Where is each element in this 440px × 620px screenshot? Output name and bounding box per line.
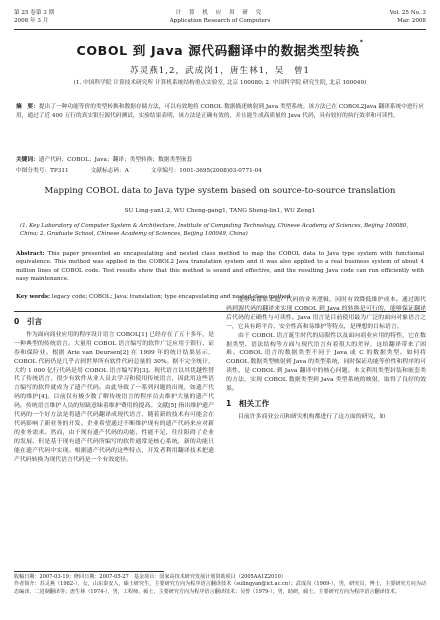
paper-title-cn xyxy=(0,40,440,59)
related-work-paragraph: 目前许多商业公司和研究机构都进行了这方面的研究，如 xyxy=(238,413,386,420)
keywords-label-en: Key words: xyxy=(16,294,51,300)
section-heading-intro: 0 引言 xyxy=(14,317,43,326)
keywords-text-en: legacy code; COBOL; Java; translation; type encapsulating and nested class method xyxy=(51,294,291,300)
keywords-text-cn: 遗产代码；COBOL；Java；翻译；类型转换；数据类型嵌套 xyxy=(38,157,193,163)
body-paragraph-1: 能够保留原来遗产代码的业务逻辑，同时有效降低维护成本。通过源代码到源代码的翻译来实现 COBOL 到 Java 的转换是可行的，能够保证翻译后代码的正确性与可读性。Java 语言是目前使用最为广泛的面向对象语言之一，它具有跨平台、安全性高和易维护等特点，是理想的目标语言。 xyxy=(226,297,426,330)
journal-name xyxy=(0,10,440,25)
issue-date-cn: 2008 年 3 月 xyxy=(14,17,49,24)
title-text: COBOL 到 Java 源代码翻译中的数据类型转换 xyxy=(76,43,360,58)
affiliations-en: (1. Key Laboratory of Computer System & Architecture, Institute of Computing Technology, Chinese Academy of Sciences, Beijing 100080, China; 2. Graduate School, Chinese Academy of Sciences, Beijing 100049, China) xyxy=(20,223,409,238)
authors-en: SU Ling-yan1,2, WU Cheng-gang1, TANG Sheng-lin1, WU Zeng1 xyxy=(124,208,316,214)
clc-number: 中图分类号：TP311 xyxy=(16,168,69,174)
intro-paragraph: 作为面向商业应用的程序设计语言 COBOL[1] 已经存在了五十多年，是一种典型的传统语言。大量用 COBOL 语言编写的软件广泛应用于银行、证券和保险业。根据 Arie van Deursen[2] 在 1999 年的统计结果显示，COBOL 代码仍是几乎占到世界所有软件代码总量的 30%。据不完全统计，大约 1 000 亿行代码是用 COBOL 语言编写的[3]。现代语言以其优越性替代了传统语言，很少有软件从业人员去学习和使用传统语言，因此用这些语言编写的软件就成为了遗产代码。由此导致了一系列问题的出现，如遗产代码的维护[4]。目前仅有极少数了解传统语言的程序员去维护大量的遗产代码，传统语言维护人员的短缺意味着维护费用的提高。文献[5] 指出维护遗产代码的一个好方法是将遗产代码翻译成现代语言，随着新的技术有可能会在代码影响了新业务的开发。企业希望通过不断维护现有的遗产代码来应对新的业务需求。然而，由于现有遗产代码的功能、性能不足，往往阻碍了企业的发展。但是基于现有遗产代码所编写的软件通常是核心系统，新的功能只能在遗产代码中实现。根据遗产代码的这些特点，开发者利用翻译技术把遗产代码转换为现代语言代码是一个有效途径。 xyxy=(14,331,214,463)
volume-issue: 第 25 卷第 3 期 xyxy=(14,10,55,16)
affiliations-cn: (1. 中国科学院 计算技术研究所 计算机系统结构重点实验室, 北京 100080; 2. 中国科学院 研究生院, 北京 100049) xyxy=(73,80,367,86)
abstract-text-en: This paper presented an encapsulating and nested class method to map the COBOL data to Java type system with functional equivalence. This method was applied in the COBOL2 Java translation system and it was also applied to a real business system of about 4 million lines of COBOL code. Test results show that this method is sound and effective, and the resulting Java code can run efficiently with easy maintenance. xyxy=(16,251,424,283)
title-footnote-mark: * xyxy=(359,39,364,46)
keywords-label-cn: 关键词： xyxy=(16,157,39,163)
header-rule xyxy=(14,29,426,30)
article-number: 文章编号：1001-3695(2008)03-0771-04 xyxy=(150,168,262,174)
abstract-label-en: Abstract: xyxy=(16,251,45,257)
abstract-en xyxy=(16,250,424,284)
keywords-cn xyxy=(16,156,424,165)
journal-volume-info-en xyxy=(390,10,426,25)
document-code: 文献标志码：A xyxy=(90,168,129,174)
footnote: 收稿日期：2007-03-19；修回日期：2007-05-27 基金项目：国家高技术研究发展计划资助项目（2005AA1Z2010） 作者简介：苏灵燕（1982-），女，山东泰安人，硕士研究生，主要研究方向为程序语言翻译技术（sulingyan@ict.ac.cn）；武成岗（1969-），男，研究员，博士，主要研究方向为动态编译、二进制翻译等；唐生林（1974-），男，工程师，硕士，主要研究方向为程序语言翻译技术；吴曾（1979-），男，助研，硕士，主要研究方向为程序语言翻译技术。 xyxy=(14,574,426,595)
section-heading-related-work: 1 相关工作 xyxy=(226,398,270,408)
abstract-cn xyxy=(16,103,424,120)
paper-title-en: Mapping COBOL data to Java type system based on source-to-source translation xyxy=(44,186,396,196)
journal-name-cn: 计 算 机 应 用 研 究 xyxy=(175,10,265,16)
footnote-rule xyxy=(14,571,164,572)
volume-issue-en: Vol. 25 No. 3 xyxy=(389,10,426,16)
authors-cn: 苏灵燕1,2，武成岗1，唐生林1，吴 曾1 xyxy=(130,66,310,76)
body-column-left xyxy=(14,312,214,465)
body-column-right xyxy=(226,296,426,422)
issue-date-en: Mar. 2008 xyxy=(397,17,426,24)
body-paragraph-2: 由于 COBOL 语言诞生时代的局限性以及面向商业应用的特性，它在数据类型、语法结构等方面与现代语言有着很大的差异，这给翻译带来了困难。COBOL 语言的数据类型不同于 Java 或 C 的数据类型。如何将 COBOL 数据类型映射到 Java 的类型系统，同时保证功能等价性和程序的可读性，是 COBOL 到 Java 翻译中的核心问题。本文利用类型封装和嵌套类的方法，实现 COBOL 数据类型到 Java 类型系统的映射，取得了良好的效果。 xyxy=(226,332,426,393)
journal-name-en: Application Research of Computers xyxy=(169,17,271,24)
abstract-label-cn: 摘 要： xyxy=(16,104,39,110)
abstract-text-cn: 提出了一种功能等价的类型转换和数据存储方法，可以有效地将 COBOL 数据描述映射到 Java 类型系统。该方法已在 COBOL2Java 翻译系统中进行应用，通过了近 400 万行的真实银行源代码测试。实验结果表明，该方法是正确有效的，并且能生成高质量的 Java 代码，具有较好的执行效率和可读性。 xyxy=(16,104,425,119)
classification-codes xyxy=(16,167,424,176)
